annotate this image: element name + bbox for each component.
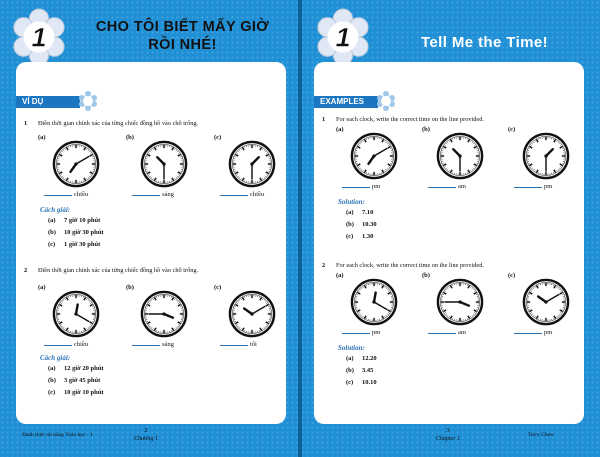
answer-blank[interactable] <box>514 181 542 188</box>
solution-label: Solution: <box>338 344 365 352</box>
question-2 <box>322 262 484 269</box>
gear-icon <box>376 91 396 111</box>
clock-letter: (b) <box>422 272 430 279</box>
clock-letter: (c) <box>508 126 516 133</box>
clock-icon <box>52 140 100 188</box>
clock-letter: (c) <box>214 134 222 141</box>
clock-center <box>372 154 375 157</box>
chapter-label: Chapter 1 <box>435 436 461 442</box>
answer-letter: (a) <box>48 365 56 372</box>
clock-letter: (b) <box>126 284 134 291</box>
answer-line <box>48 229 104 236</box>
gear-icon <box>78 91 98 111</box>
clock-center <box>372 300 375 303</box>
chapter-badge <box>314 8 372 66</box>
page-number: 3 <box>446 427 450 434</box>
clock-icon <box>52 290 100 338</box>
clock-center <box>458 300 461 303</box>
clock-icon <box>228 290 276 338</box>
clock-letter: (b) <box>126 134 134 141</box>
clock-center <box>544 300 547 303</box>
answer-line <box>346 209 373 216</box>
answer-letter: (c) <box>346 379 354 386</box>
chapter-badge <box>10 8 68 66</box>
clock-letter: (a) <box>336 272 344 279</box>
badge-number: 1 <box>31 22 47 53</box>
time-suffix: chiều <box>250 191 265 198</box>
footer-author: Terry Chew <box>528 432 555 438</box>
time-suffix: sáng <box>162 341 174 348</box>
question-number: 2 <box>24 267 28 274</box>
question-text: For each clock, write the correct time on the line provided. <box>336 262 484 269</box>
clock-center <box>458 154 461 157</box>
answer-letter: (c) <box>346 233 354 240</box>
answer-blank[interactable] <box>514 327 542 334</box>
clock-center <box>162 312 165 315</box>
answer-blank[interactable] <box>220 189 248 196</box>
answer-blank[interactable] <box>44 189 72 196</box>
flower-badge-icon <box>314 8 372 66</box>
solution-label: Solution: <box>338 198 365 206</box>
clock-letter: (a) <box>336 126 344 133</box>
answer-letter: (c) <box>48 241 56 248</box>
solution-label: Cách giải: <box>40 206 71 214</box>
page-title: Tell Me the Time! <box>420 34 549 51</box>
question-number: 1 <box>322 116 326 123</box>
answer-text: 10 giờ 10 phút <box>64 389 104 396</box>
answer-blank[interactable] <box>132 189 160 196</box>
question-text: Điền thời gian chính xác của từng chiếc đồng hồ vào chỗ trống. <box>38 267 199 274</box>
answer-letter: (c) <box>48 389 56 396</box>
time-suffix: chiều <box>74 191 89 198</box>
time-suffix: sáng <box>162 191 174 198</box>
answer-blank[interactable] <box>428 181 456 188</box>
page-title <box>80 18 285 54</box>
clock-icon <box>350 278 398 326</box>
time-suffix: am <box>458 329 466 336</box>
answer-blank[interactable] <box>428 327 456 334</box>
answer-letter: (b) <box>48 229 56 236</box>
answer-text: 10.10 <box>362 379 377 386</box>
answer-line <box>346 355 377 362</box>
clock-icon <box>522 278 570 326</box>
time-suffix: pm <box>372 329 381 336</box>
answer-text: 3 giờ 45 phút <box>64 377 101 384</box>
answer-blank[interactable] <box>132 339 160 346</box>
time-suffix: am <box>458 183 466 190</box>
time-suffix: tối <box>250 341 257 348</box>
clock-center <box>74 162 77 165</box>
clock-letter: (c) <box>214 284 222 291</box>
answer-text: 1 giờ 30 phút <box>64 241 101 248</box>
answer-blank[interactable] <box>220 339 248 346</box>
answer-letter: (a) <box>346 209 354 216</box>
answer-letter: (a) <box>346 355 354 362</box>
title-line-2: RỒI NHÉ! <box>148 37 217 53</box>
answer-blank[interactable] <box>44 339 72 346</box>
chapter-label: Chương 1 <box>134 436 158 442</box>
answer-text: 10 giờ 30 phút <box>64 229 104 236</box>
answer-line <box>48 241 100 248</box>
answer-line <box>346 221 377 228</box>
clock-icon <box>436 132 484 180</box>
answer-text: 12 giờ 20 phút <box>64 365 104 372</box>
answer-letter: (b) <box>48 377 56 384</box>
question-number: 1 <box>24 120 28 127</box>
answer-line <box>48 389 104 396</box>
page-number: 2 <box>144 427 148 434</box>
answer-line <box>48 377 100 384</box>
answer-line <box>48 365 104 372</box>
footer-book-title: Đánh thức tài năng Toán học - 1 <box>22 432 93 438</box>
time-suffix: pm <box>544 183 553 190</box>
question-1 <box>322 116 484 123</box>
answer-line <box>346 367 373 374</box>
answer-text: 7 giờ 10 phút <box>64 217 101 224</box>
flower-badge-icon <box>10 8 68 66</box>
answer-text: 10.30 <box>362 221 377 228</box>
clock-icon <box>228 140 276 188</box>
left-page <box>0 0 298 457</box>
answer-letter: (b) <box>346 367 354 374</box>
clock-center <box>250 312 253 315</box>
clock-icon <box>350 132 398 180</box>
clock-letter: (a) <box>38 284 46 291</box>
question-2 <box>24 267 198 274</box>
clock-icon <box>140 290 188 338</box>
clock-icon <box>522 132 570 180</box>
clock-letter: (b) <box>422 126 430 133</box>
time-suffix: pm <box>372 183 381 190</box>
question-number: 2 <box>322 262 326 269</box>
right-page <box>302 0 600 457</box>
clock-icon <box>436 278 484 326</box>
title-line-1: CHO TÔI BIẾT MẤY GIỜ <box>95 19 270 35</box>
content-card <box>16 62 286 424</box>
clock-center <box>250 162 253 165</box>
answer-text: 12.20 <box>362 355 377 362</box>
time-suffix: pm <box>544 329 553 336</box>
clock-center <box>74 312 77 315</box>
content-card <box>314 62 584 424</box>
answer-blank[interactable] <box>342 327 370 334</box>
question-text: For each clock, write the correct time on the line provided. <box>336 116 484 123</box>
answer-letter: (a) <box>48 217 56 224</box>
question-1 <box>24 120 198 127</box>
answer-line <box>48 217 100 224</box>
badge-number: 1 <box>335 22 351 53</box>
section-banner: VÍ DỤ <box>16 96 80 108</box>
question-text: Điền thời gian chính xác của từng chiếc đồng hồ vào chỗ trống. <box>38 120 199 127</box>
answer-line <box>346 233 373 240</box>
clock-letter: (c) <box>508 272 516 279</box>
clock-icon <box>140 140 188 188</box>
section-banner: EXAMPLES <box>314 96 378 108</box>
answer-blank[interactable] <box>342 181 370 188</box>
time-suffix: chiều <box>74 341 89 348</box>
answer-text: 7.10 <box>362 209 374 216</box>
answer-letter: (b) <box>346 221 354 228</box>
clock-center <box>162 162 165 165</box>
answer-text: 1.30 <box>362 233 374 240</box>
solution-label: Cách giải: <box>40 354 71 362</box>
answer-text: 3.45 <box>362 367 374 374</box>
clock-letter: (a) <box>38 134 46 141</box>
clock-center <box>544 154 547 157</box>
answer-line <box>346 379 377 386</box>
